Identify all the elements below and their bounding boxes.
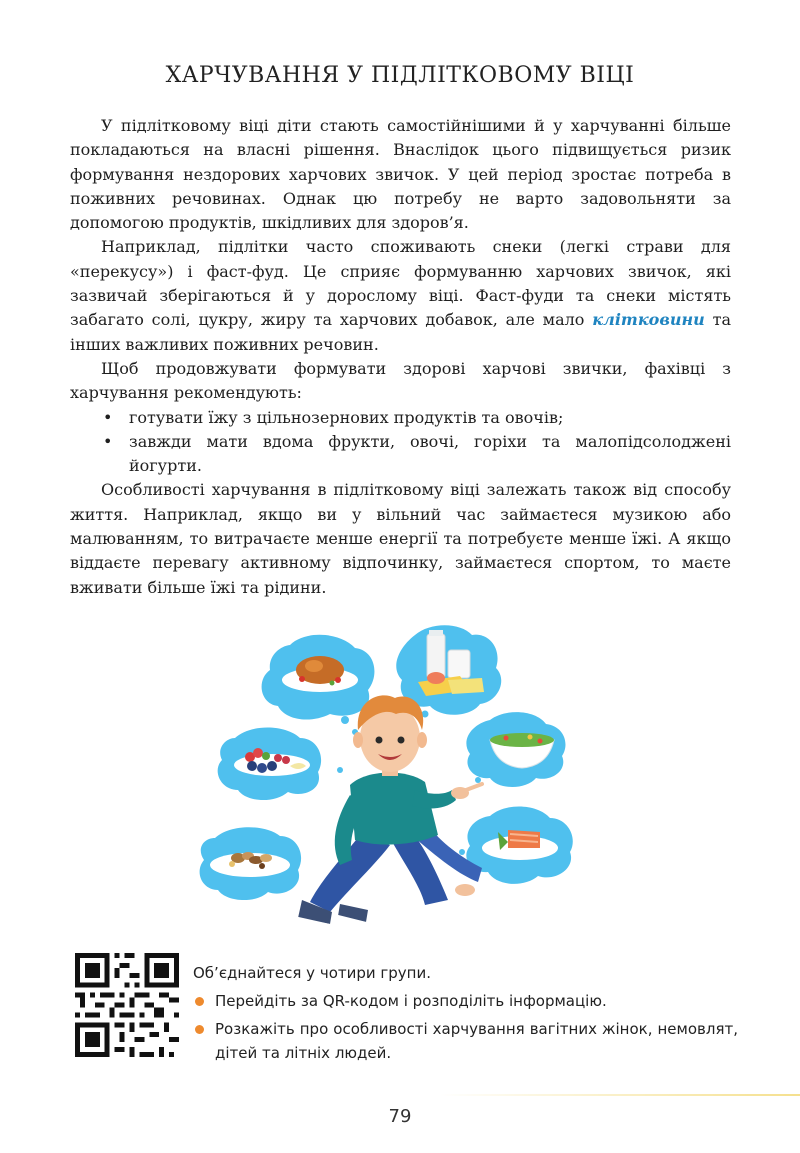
qr-code-icon[interactable]: [75, 953, 179, 1057]
task-item: [193, 1017, 738, 1065]
paragraph-2-tail: та інших важливих поживних речовин.: [70, 310, 731, 354]
task-item: [193, 989, 738, 1013]
task-item-text: Перейдіть за QR-кодом і розподіліть інформацію.: [215, 992, 607, 1010]
food-thought-bubbles-illustration: [190, 620, 610, 940]
paragraph-2: [70, 235, 731, 356]
list-item: [70, 430, 731, 479]
orange-bullet-icon: [195, 997, 204, 1006]
term-link-fiber[interactable]: клітковини: [592, 310, 705, 330]
paragraph-3: Щоб продовжувати формувати здорові харчові звички, фахівці з харчування рекомендують:: [70, 358, 731, 403]
list-item: [70, 406, 731, 430]
footer-divider: [440, 1094, 800, 1096]
bullet-icon: •: [103, 407, 113, 427]
recommendations-list: [70, 406, 731, 479]
task-list: [193, 989, 738, 1065]
bubble-berries: [218, 728, 321, 801]
task-lead: Об’єднайтеся у чотири групи.: [193, 964, 431, 982]
bubble-fish: [466, 806, 572, 883]
boy-figure: [296, 695, 482, 926]
main-text: [70, 114, 731, 600]
task-block: [193, 961, 738, 1069]
list-item-text: завжди мати вдома фрукти, овочі, горіхи та малопідсолоджені йогурти.: [129, 431, 731, 476]
bubble-salad: [466, 712, 565, 787]
bubble-chicken: [262, 635, 375, 720]
orange-bullet-icon: [195, 1025, 204, 1034]
task-item-text: Розкажіть про особливості харчування вагітних жінок, немовлят, дітей та літніх людей.: [215, 1020, 738, 1062]
paragraph-4: Особливості харчування в підлітковому віці залежать також від способу життя. Наприклад, якщо ви у вільний час займаєтеся музикою або малюванням, то витрачаєте менше енергії та потребуєте менше їжі. А якщо віддаєте перевагу активному відпочинку, займаєтеся спортом, то маєте вживати більше їжі та рідини.: [70, 480, 731, 597]
page-number: 79: [388, 1106, 412, 1127]
bubble-nuts: [200, 827, 302, 900]
paragraph-2-text: Наприклад, підлітки часто споживають снеки (легкі страви для «перекусу») і фаст-фуд. Це сприяє формуванню харчових звичок, які зазвичай зберігаються й у дорослому віці. Фаст-фуди та снеки містять забагато солі, цукру, жиру та харчових добавок, але мало: [70, 237, 731, 330]
paragraph-1: У підлітковому віці діти стають самостійнішими й у харчуванні більше покладаються на власні рішення. Внаслідок цього підвищується ризик формування нездорових харчових звичок. У цей період зростає потреба в поживних речовинах. Однак цю потребу не варто задовольняти за допомогою продуктів, шкідливих для здоров’я.: [70, 116, 731, 233]
page-title: ХАРЧУВАННЯ У ПІДЛІТКОВОМУ ВІЦІ: [165, 63, 635, 88]
list-item-text: готувати їжу з цільнозернових продуктів та овочів;: [129, 407, 564, 427]
bullet-icon: •: [103, 431, 113, 451]
